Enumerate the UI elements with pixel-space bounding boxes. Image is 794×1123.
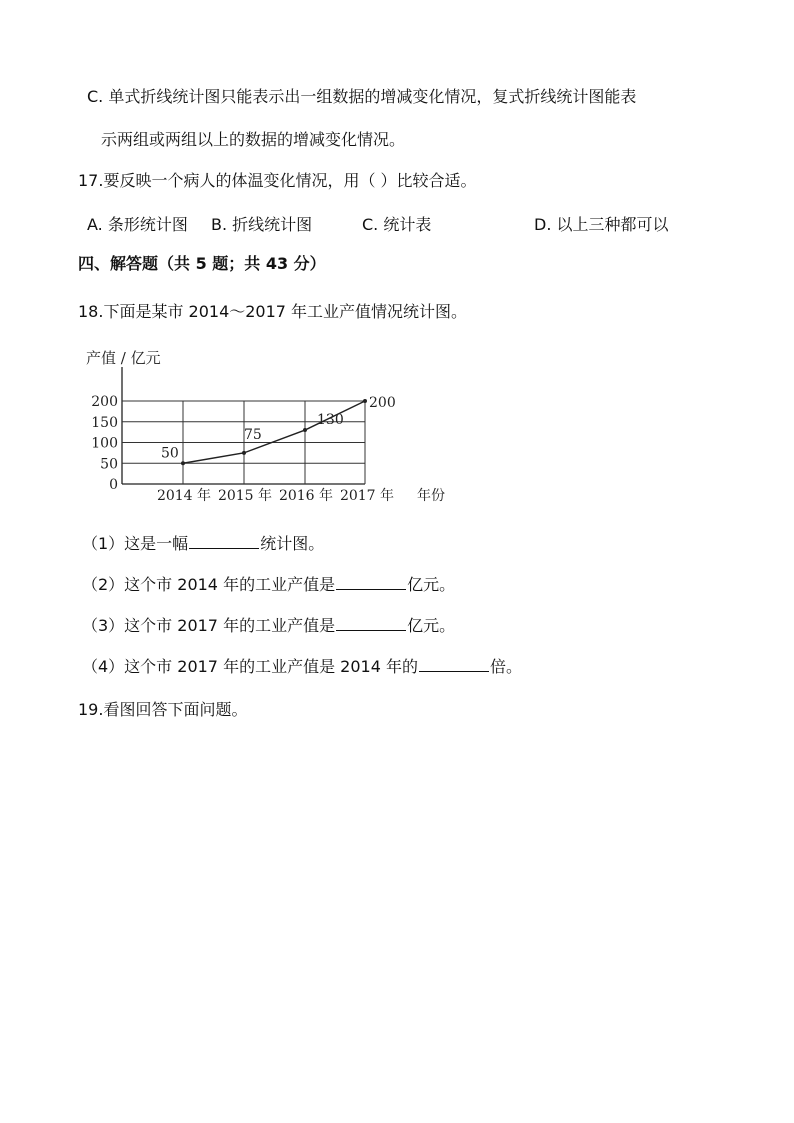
part-2-suffix: 亿元。 (407, 575, 456, 594)
option-c-line-2: 示两组或两组以上的数据的增减变化情况。 (101, 130, 406, 149)
option-c-line-1: C. 单式折线统计图只能表示出一组数据的增减变化情况，复式折线统计图能表 (87, 87, 637, 106)
chart-series (181, 399, 367, 465)
y-tick-label-1: 50 (100, 456, 118, 473)
x-tick-label-0: 2014 年 (156, 488, 212, 504)
answer-blank-2[interactable] (336, 575, 406, 590)
part-4-suffix: 倍。 (489, 657, 522, 676)
answer-blank-3[interactable] (336, 616, 406, 631)
question-17-options (87, 212, 727, 234)
answer-blank-1[interactable] (189, 534, 259, 549)
chart-labels (86, 349, 445, 504)
part-4-prefix: （4）这个市 2017 年的工业产值是 2014 年的 (82, 657, 418, 676)
data-point-2 (303, 428, 307, 432)
data-label-2: 130 (317, 412, 344, 429)
question-17: 17.要反映一个病人的体温变化情况，用（ ）比较合适。 (78, 171, 477, 190)
part-1-suffix: 统计图。 (260, 534, 325, 553)
option-b[interactable]: B. 折线统计图 (211, 215, 313, 234)
x-tick-label-3: 2017 年 (339, 488, 395, 504)
part-3-suffix: 亿元。 (407, 616, 456, 635)
question-18: 18.下面是某市 2014～2017 年工业产值情况统计图。 (78, 302, 468, 321)
x-tick-label-1: 2015 年 (217, 488, 273, 504)
data-point-0 (181, 461, 185, 465)
data-point-3 (363, 399, 367, 403)
question-19: 19.看图回答下面问题。 (78, 700, 248, 719)
x-axis-label: 年份 (417, 488, 445, 504)
line-chart (82, 345, 457, 510)
option-a[interactable]: A. 条形统计图 (87, 215, 188, 234)
question-18-part-4 (82, 657, 522, 677)
section-heading: 四、解答题（共 5 题；共 43 分） (78, 254, 326, 273)
question-18-part-3 (82, 616, 455, 636)
y-tick-label-3: 150 (91, 414, 118, 431)
y-tick-label-2: 100 (91, 435, 118, 452)
data-label-0: 50 (161, 445, 179, 462)
option-d[interactable]: D. 以上三种都可以 (534, 215, 669, 234)
part-2-prefix: （2）这个市 2014 年的工业产值是 (82, 575, 336, 594)
answer-blank-4[interactable] (419, 657, 489, 672)
question-18-part-1 (82, 534, 324, 554)
part-3-prefix: （3）这个市 2017 年的工业产值是 (82, 616, 336, 635)
y-tick-label-4: 200 (91, 394, 118, 410)
y-axis-label: 产值 / 亿元 (86, 349, 161, 367)
data-point-1 (242, 451, 246, 455)
part-1-prefix: （1）这是一幅 (82, 534, 189, 553)
x-tick-label-2: 2016 年 (278, 488, 334, 504)
data-label-1: 75 (244, 426, 262, 443)
series-line (183, 401, 365, 463)
data-label-3: 200 (369, 395, 396, 411)
option-c[interactable]: C. 统计表 (362, 215, 432, 234)
question-18-part-2 (82, 575, 455, 595)
y-tick-label-0: 0 (109, 477, 118, 493)
